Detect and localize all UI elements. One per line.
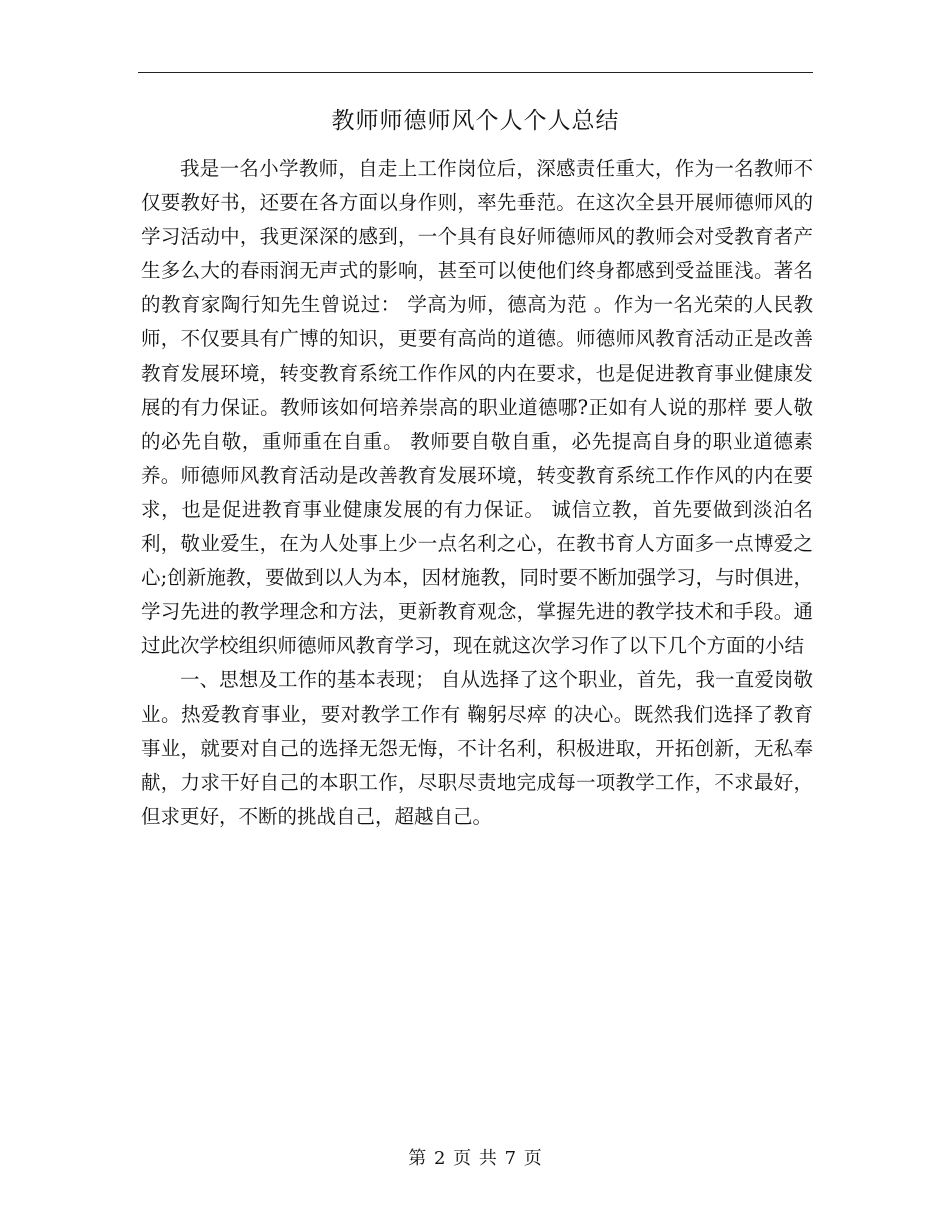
body-paragraph-2: 一、思想及工作的基本表现； 自从选择了这个职业，首先，我一直爱岗敬业。热爱教育事业，要对教学工作有 鞠躬尽瘁 的决心。既然我们选择了教育事业，就要对自己的选择无怨无悔，不计名利，积极进取，开拓创新，无私奉献，力求干好自己的本职工作，尽职尽责地完成每一项教学工作，不求最好，但求更好，不断的挑战自己，超越自己。	[141, 668, 813, 828]
header-rule	[138, 72, 813, 73]
document-body	[141, 152, 813, 834]
page-number-footer: 第 2 页 共 7 页	[408, 1148, 542, 1169]
document-title: 教师师德师风个人个人总结	[331, 108, 620, 134]
body-paragraph-1: 我是一名小学教师，自走上工作岗位后，深感责任重大，作为一名教师不仅要教好书，还要在各方面以身作则，率先垂范。在这次全县开展师德师风的学习活动中，我更深深的感到，一个具有良好师德师风的教师会对受教育者产生多么大的春雨润无声式的影响，甚至可以使他们终身都感到受益匪浅。著名的教育家陶行知先生曾说过： 学高为师，德高为范 。作为一名光荣的人民教师，不仅要具有广博的知识，更要有高尚的道德。师德师风教育活动正是改善教育发展环境，转变教育系统工作作风的内在要求，也是促进教育事业健康发展的有力保证。教师该如何培养崇高的职业道德哪?正如有人说的那样 要人敬的必先自敬，重师重在自重。 教师要自敬自重，必先提高自身的职业道德素养。师德师风教育活动是改善教育发展环境，转变教育系统工作作风的内在要求，也是促进教育事业健康发展的有力保证。 诚信立教，首先要做到淡泊名利，敬业爱生，在为人处事上少一点名利之心，在教书育人方面多一点博爱之心;创新施教，要做到以人为本，因材施教，同时要不断加强学习，与时俱进，学习先进的教学理念和方法，更新教育观念，掌握先进的教学技术和手段。通过此次学校组织师德师风教育学习，现在就这次学习作了以下几个方面的小结	[141, 157, 813, 658]
